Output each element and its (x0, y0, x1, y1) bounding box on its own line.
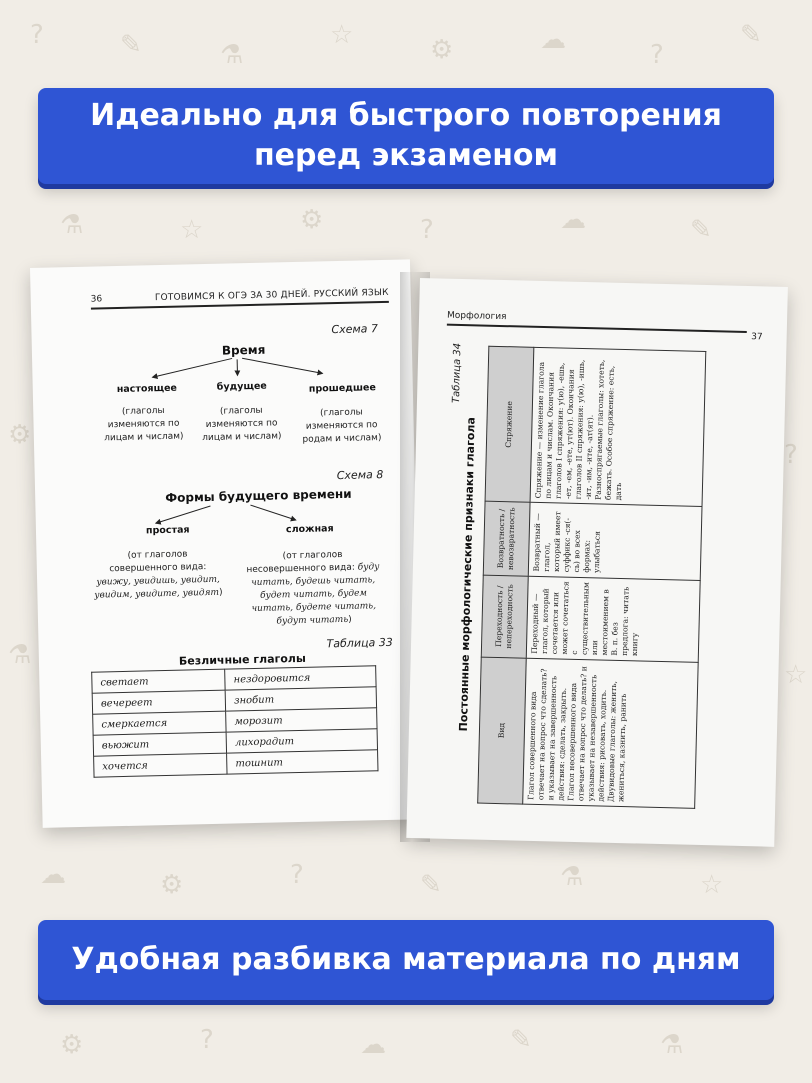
table-cell: нездоровится (225, 666, 376, 690)
question-mark-icon: ? (420, 215, 434, 245)
right-page-header (447, 311, 747, 333)
table-cell: знобит (225, 687, 376, 711)
table-cell: вечереет (92, 690, 226, 714)
table34-title: Постоянные морфологические признаки глагола (456, 416, 478, 732)
node-simple: простая (145, 524, 190, 537)
table-cell: светает (92, 669, 226, 693)
flask-icon: ⚗ (660, 1030, 684, 1060)
desc-simple-examples: увижу, увидишь, увидит, увидим, увидите, увидят (94, 574, 220, 601)
table-cell: тошнит (227, 750, 378, 774)
desc-compound-end: ) (348, 614, 352, 625)
cell-aspect: Глагол совершенного вида отвечает на вопрос что сделать? и указывает на завершенность действия: сделать, закрыть. Глагол несовершенного вида отвечает на вопрос что делать? и указывает на незавершенность действия: рисовать, ходить. Двувидовые глаголы: женить, жениться, казнить, ранить (523, 658, 699, 808)
rotated-table34 (437, 339, 748, 816)
bottom-banner-text: Удобная разбивка материала по дням (71, 942, 741, 977)
table33-title: Безличные глаголы (178, 651, 307, 668)
flask-icon: ⚗ (220, 40, 244, 70)
top-banner (38, 88, 774, 184)
pencil-icon: ✎ (740, 20, 762, 50)
pencil-icon: ✎ (690, 215, 712, 245)
top-banner-line2: перед экзаменом (253, 138, 559, 173)
table-cell: лихорадит (226, 729, 377, 753)
arrow-past (242, 356, 322, 375)
impersonal-verbs-table (91, 665, 378, 777)
table-cell: смеркается (93, 711, 227, 735)
pencil-icon: ✎ (420, 870, 442, 900)
star-icon: ☆ (180, 215, 204, 245)
schema8-title: Формы будущего времени (165, 486, 352, 505)
gear-icon: ⚙ (430, 35, 454, 65)
col-header-aspect: Вид (478, 657, 527, 804)
flask-icon: ⚗ (8, 640, 32, 670)
gear-icon: ⚙ (60, 1030, 84, 1060)
question-mark-icon: ? (650, 40, 664, 70)
arrow-present (152, 358, 232, 377)
arrow-simple (155, 506, 210, 523)
question-mark-icon: ? (30, 20, 44, 50)
schema7-title: Время (221, 342, 266, 358)
cell-reflexivity: Возвратный — глагол, который имеет суффикс -ся(-сь) во всех формах: улыбаться (528, 503, 702, 580)
pencil-icon: ✎ (120, 30, 142, 60)
table34-label: Таблица 34 (450, 342, 464, 404)
cloud-icon: ☁ (560, 205, 586, 235)
desc-future: (глаголы изменяются по лицам и числам) (202, 405, 282, 444)
star-icon: ☆ (330, 20, 354, 50)
gear-icon: ⚙ (300, 205, 324, 235)
top-banner-line1: Идеально для быстрого повторения (90, 98, 722, 133)
running-title: ГОТОВИМСЯ К ОГЭ ЗА 30 ДНЕЙ. РУССКИЙ ЯЗЫК (154, 287, 389, 304)
table-cell: морозит (226, 708, 377, 732)
flask-icon: ⚗ (60, 210, 84, 240)
desc-past: (глаголы изменяются по родам и числам) (302, 407, 382, 445)
schema8-label: Схема 8 (336, 468, 384, 483)
cell-conjugation: Спряжение — изменение глагола по лицам и числам. Окончания глаголов I спряжения: у(ю), -ешь, -ет, -ем, -ете, ут(ют). Окончания глаголов II спряжения: у(ю), -ишь, -ит, -им, -ите, -ат(ят). Разноспрягаемые глаголы: хотеть, бежать. Особое спряжение: есть, дать (530, 347, 706, 507)
cloud-icon: ☁ (360, 1030, 386, 1060)
cloud-icon: ☁ (40, 860, 66, 890)
table-row (523, 347, 706, 808)
table33-label: Таблица 33 (326, 635, 393, 651)
col-header-reflexivity: Возвратность / невозвратность (483, 502, 530, 576)
book-left-page (30, 259, 423, 827)
col-header-transitivity: Переходность / непереходность (481, 575, 528, 658)
question-mark-icon: ? (290, 860, 304, 890)
table-cell: хочется (94, 753, 228, 777)
gear-icon: ⚙ (8, 420, 32, 450)
node-past: прошедшее (308, 382, 377, 395)
bottom-banner (38, 920, 774, 1000)
schema7-label: Схема 7 (331, 322, 379, 337)
star-icon: ☆ (784, 660, 808, 690)
col-header-conjugation: Спряжение (485, 346, 534, 502)
node-future: будущее (216, 380, 267, 393)
verb-features-table (477, 346, 706, 809)
question-mark-icon: ? (200, 1025, 214, 1055)
cell-transitivity: Переходный — глагол, который сочетается или может сочетаться с существительным или местоимением в В. п. без предлога: читать книгу (526, 576, 700, 662)
star-icon: ☆ (700, 870, 724, 900)
left-page-number: 36 (90, 294, 103, 305)
section-title: Морфология (446, 310, 507, 323)
arrow-compound (250, 504, 295, 521)
table-cell: вьюжит (93, 732, 227, 756)
desc-present: (глаголы изменяются по лицам и числам) (104, 405, 184, 444)
desc-compound-plain: (от глаголов несовершенного вида: (246, 549, 358, 576)
desc-compound-examples: буду читать, будешь читать, будет читать, будем читать, будете читать, будут читать (251, 562, 380, 627)
node-present: настоящее (116, 382, 178, 396)
book-right-page (406, 278, 788, 847)
flask-icon: ⚗ (560, 862, 584, 892)
desc-simple-end: ) (218, 587, 223, 598)
question-mark-icon: ? (784, 440, 798, 470)
right-page-number: 37 (751, 332, 763, 343)
pencil-icon: ✎ (510, 1025, 532, 1055)
desc-compound-future (242, 548, 384, 629)
desc-simple-future (92, 548, 223, 603)
cloud-icon: ☁ (540, 25, 566, 55)
gear-icon: ⚙ (160, 870, 184, 900)
node-compound: сложная (285, 523, 334, 536)
desc-simple-plain: (от глаголов совершенного вида: (109, 549, 207, 575)
